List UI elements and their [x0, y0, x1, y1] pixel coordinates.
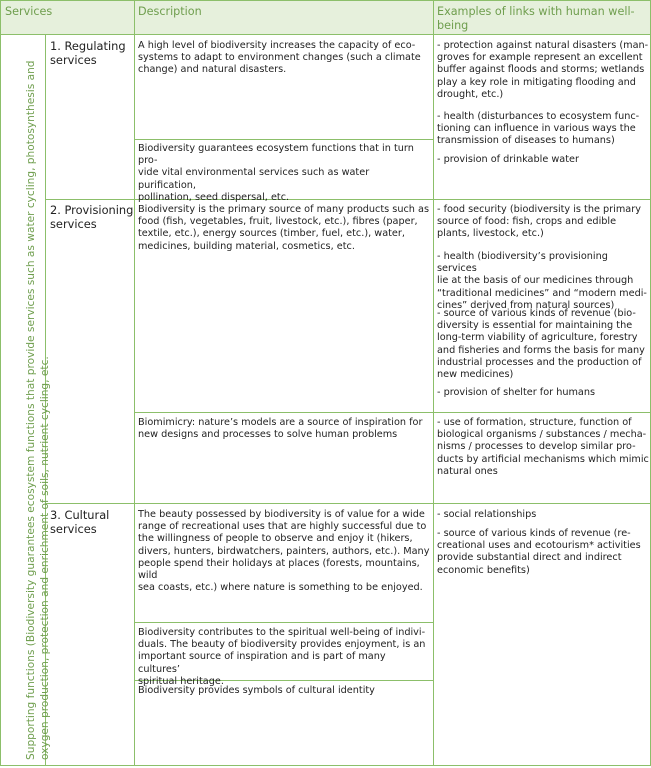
example-item: - social relationships [437, 509, 537, 520]
description-cell: Biomimicry: nature’s models are a source of inspiration for new designs and processes to solve human problems [138, 417, 423, 441]
description-cell: Biodiversity guarantees ecosystem functions that in turn pro- vide vital environmental services such as water purification, pollination, seed dispersal, etc. [138, 143, 414, 203]
row-divider [134, 622, 433, 623]
description-cell: Biodiversity contributes to the spiritual well-being of indivi- duals. The beauty of biodiversity provides enjoyment, is an important source of inspiration and is part of many cultures’ spiritual heritage. [138, 627, 426, 687]
example-item: - provision of shelter for humans [437, 387, 596, 398]
supporting-functions-label: Supporting functions (Biodiversity guarantees ecosystem functions that provide services such as water cycling, photosynthesis and oxygen production, protection and enrichment of soils, nutrient cycling, etc. [25, 60, 51, 760]
service-provisioning: 2. Provisioning services [50, 203, 134, 231]
header-examples: Examples of links with human well- being [437, 5, 635, 32]
column-divider [134, 0, 135, 766]
service-cultural: 3. Cultural services [50, 508, 110, 536]
example-item: - source of various kinds of revenue (re- creational uses and ecotourism* activities provide substantial direct and indirect economic benefits) [437, 528, 641, 576]
service-regulating: 1. Regulating services [50, 39, 126, 67]
table-border-top [0, 0, 651, 1]
example-item: - food security (biodiversity is the primary source of food: fish, crops and edible plants, livestock, etc.) [437, 204, 641, 240]
column-divider [433, 0, 434, 766]
description-cell: Biodiversity is the primary source of many products such as food (fish, vegetables, fruit, livestock, etc.), fibres (paper, textile, etc.), energy sources (timber, fuel, etc.), water, medicines, building material, cosmetics, etc. [138, 204, 430, 252]
description-cell: The beauty possessed by biodiversity is of value for a wide range of recreational uses that are highly successful due to the willingness of people to observe and enjoy it (hikers, divers, hunters, birdwatchers, painters, authors, etc.). Many people spend their holidays at places (forests, mountains, wild sea coasts, etc.) where nature is something to be enjoyed. [138, 509, 430, 594]
header-services: Services [5, 5, 53, 18]
example-item: - provision of drinkable water [437, 154, 579, 165]
row-divider [134, 412, 651, 413]
example-item: - health (biodiversity’s provisioning services lie at the basis of our medicines through “traditional medicines” and “modern medi- cines” derived from natural sources) [437, 251, 647, 311]
header-divider [0, 34, 651, 35]
section-divider [45, 503, 651, 504]
example-item: - source of various kinds of revenue (bio- diversity is essential for maintaining the long-term viability of agriculture, forestry and fisheries and forms the basis for many industrial processes and the production of new medicines) [437, 308, 645, 381]
example-item: - use of formation, structure, function of biological organisms / substances / mecha- nisms / processes to develop similar pro- ducts by artificial mechanisms which mimic natural ones [437, 417, 649, 477]
header-description: Description [138, 5, 202, 18]
table-border-left [0, 0, 1, 766]
row-divider [134, 139, 433, 140]
description-cell: A high level of biodiversity increases the capacity of eco- systems to adapt to environment changes (such a climate change) and natural disasters. [138, 40, 421, 76]
description-cell: Biodiversity provides symbols of cultural identity [138, 685, 375, 696]
table-border-bottom [0, 765, 651, 766]
example-item: - health (disturbances to ecosystem func- tioning can influence in various ways the transmission of diseases to humans) [437, 111, 640, 147]
example-item: - protection against natural disasters (man- groves for example represent an excellent buffer against floods and storms; wetlands play a key role in mitigating flooding and drought, etc.) [437, 40, 649, 100]
